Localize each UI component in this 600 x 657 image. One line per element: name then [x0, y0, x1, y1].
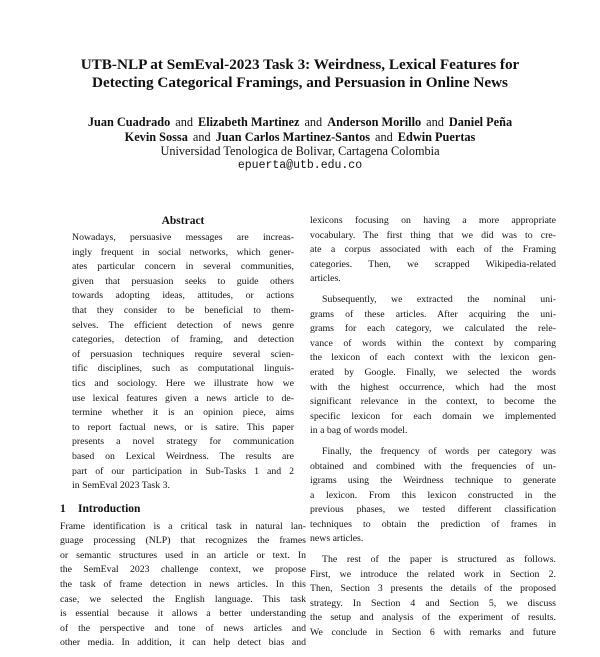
author-conjunction: and [426, 115, 444, 129]
body-line: a lexicon. From this lexicon constructed in the [310, 489, 556, 501]
body-line: articles. [310, 273, 341, 285]
body-line: the task of frame detection in news articles. In this [60, 579, 306, 591]
body-line: vance of words within the context by comparing [310, 337, 556, 349]
body-line: the lexicon of each context with the lexicon gen- [310, 352, 556, 364]
abstract-line: given that persuasion seeks to guide others [72, 275, 294, 287]
affiliation: Universidad Tenologica de Bolivar, Cartagena Colombia [160, 144, 440, 158]
author-name: Juan Carlos Martinez-Santos [215, 129, 371, 144]
body-line: significant relevance in the context, to become the [310, 396, 556, 408]
body-paragraph-2 [310, 293, 556, 439]
body-line: lexicons focusing on having a more appropriate [310, 215, 556, 226]
body-line: the SemEval 2023 challenge context, we propose [60, 564, 306, 576]
body-line: techniques to obtain the prediction of frames in [310, 518, 556, 530]
author-name: Elizabeth Martinez [198, 115, 300, 129]
author-name: Kevin Sossa [124, 129, 188, 144]
body-line: news articles. [310, 533, 364, 545]
body-line: First, we introduce the related work in Section 2. [310, 568, 556, 580]
body-line: igrams using the Weirdness technique to generate [310, 475, 556, 487]
section-heading-introduction [60, 502, 306, 516]
left-column [60, 214, 306, 657]
author-email[interactable]: epuerta@utb.edu.co [237, 158, 363, 172]
author-block [40, 115, 560, 173]
section-title: Introduction [78, 502, 141, 515]
author-conjunction: and [375, 129, 393, 144]
title-line-2: Detecting Categorical Framings, and Persuasion in Online News [92, 74, 508, 91]
body-line: with the highest occurrence, which had the most [310, 381, 556, 393]
abstract-line: of persuasion techniques require several scien- [72, 348, 294, 360]
abstract-line: based on Lexical Weirdness. The results are [72, 450, 294, 462]
body-line: Frame identification is a critical task in natural lan- [60, 520, 306, 532]
paper-title [40, 56, 560, 92]
body-line: grams of these articles. After acquiring the uni- [310, 308, 556, 320]
author-name: Daniel Peña [448, 115, 513, 129]
body-line: Finally, the frequency of words per category was [322, 445, 556, 457]
body-line: or semantic structures used in an article or text. In [60, 549, 306, 561]
body-line: in a bag of words model. [310, 425, 408, 437]
section-number: 1 [60, 502, 66, 515]
body-line: ate a corpus associated with each of the Framing [310, 244, 556, 256]
abstract-line: to report factual news, or is satire. This paper [72, 421, 294, 433]
introduction-paragraph [60, 520, 306, 651]
author-conjunction: and [175, 115, 193, 129]
body-line: other media. In addition, it can help detect bias and [60, 637, 306, 649]
body-line: strategy. In Section 4 and Section 5, we discuss [310, 597, 556, 609]
body-line: vocabulary. The first thing that we did was to cre- [310, 229, 556, 241]
body-paragraph-3 [310, 445, 556, 547]
author-name: Edwin Puertas [397, 129, 476, 144]
body-line: is essential because it allows a better understanding [60, 608, 306, 620]
body-line: grams for each category, we calculated the rele- [310, 323, 556, 335]
body-line: categories. Then, we scrapped Wikipedia-related [310, 258, 556, 270]
body-paragraph-4 [310, 553, 556, 641]
title-line-1: UTB-NLP at SemEval-2023 Task 3: Weirdness, Lexical Features for [80, 56, 520, 73]
abstract-line: that they consider to be beneficial to them- [72, 304, 294, 316]
body-line: specific lexicon for each domain we implemented [310, 410, 556, 422]
body-line: erated by Google. Finally, we selected the words [310, 366, 556, 378]
author-line-2 [40, 130, 560, 145]
body-paragraph-1 [310, 214, 556, 287]
abstract-line: selves. The efficient detection of news genre [72, 319, 294, 331]
body-line: case, we selected the English language. This task [60, 593, 306, 605]
abstract-line: use lexical features given a news article to de- [72, 392, 294, 404]
author-line-1 [40, 115, 560, 130]
abstract-line: ingly frequent in social networks, which gener- [72, 246, 294, 258]
right-column [310, 214, 556, 647]
body-line: previous phases, we tested different classification [310, 504, 556, 516]
body-line: We conclude in Section 6 with remarks and future [310, 627, 556, 639]
abstract-line: towards adopting ideas, attitudes, or actions [72, 290, 294, 302]
abstract-line: in SemEval 2023 Task 3. [72, 480, 170, 492]
body-line: obtained and combined with the frequencies of un- [310, 460, 556, 472]
body-line: Then, Section 3 presents the details of the proposed [310, 583, 556, 595]
body-line: The rest of the paper is structured as follows. [322, 554, 556, 566]
abstract-line: presents a novel strategy for communication [72, 436, 294, 448]
body-line: Subsequently, we extracted the nominal uni- [322, 293, 556, 305]
author-conjunction: and [304, 115, 323, 129]
abstract-line: part of our participation in Sub-Tasks 1 and 2 [72, 465, 294, 477]
abstract-line: termine whether it is an opinion piece, aims [72, 407, 294, 419]
abstract-body [60, 231, 294, 494]
body-line: guage processing (NLP) that recognizes the frames [60, 535, 306, 547]
abstract-line: tics and sociology. Here we illustrate how we [72, 377, 294, 389]
abstract-line: tific disciplines, such as computational linguis- [72, 363, 294, 375]
abstract-line: categories, detection of framing, and detection [72, 334, 294, 346]
author-conjunction: and [192, 129, 211, 144]
abstract-line: ates particular concern in several communities, [72, 261, 294, 273]
body-line: of the perspective and tone of news articles and [60, 622, 306, 634]
body-line: the setup and analysis of the experiment of results. [310, 612, 556, 624]
author-name: Anderson Morillo [327, 115, 422, 129]
abstract-line: Nowadays, persuasive messages are increas- [72, 232, 294, 243]
abstract-heading: Abstract [161, 215, 205, 227]
author-name: Juan Cuadrado [87, 115, 171, 129]
